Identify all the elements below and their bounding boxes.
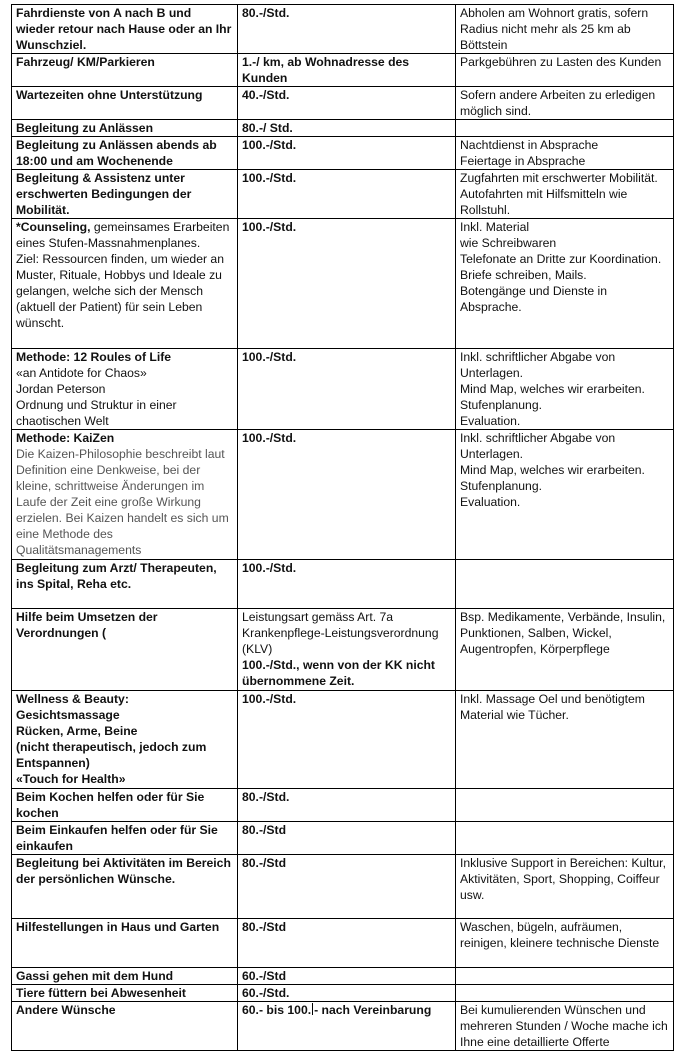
price-cell	[238, 855, 456, 919]
price-cell	[238, 219, 456, 349]
service-lead	[16, 219, 233, 251]
table-row	[12, 1002, 674, 1051]
table-row	[12, 985, 674, 1002]
price-text	[242, 1002, 451, 1018]
table-row	[12, 609, 674, 691]
cell-text: 80.-/Std.	[242, 6, 290, 20]
cell-text: Hilfe beim Umsetzen der Verordnungen (	[16, 610, 161, 640]
cell-text: 100.-/Std.	[242, 138, 297, 152]
table-row	[12, 170, 674, 219]
price-cell	[238, 968, 456, 985]
service-cell	[12, 170, 238, 219]
service-cell	[12, 822, 238, 855]
price-cell	[238, 54, 456, 87]
cell-text: Bsp. Medikamente, Verbände, Insulin, Punktionen, Salben, Wickel, Augentropfen, Körperpflege	[460, 610, 669, 656]
service-cell	[12, 789, 238, 822]
cell-text: 40.-/Std.	[242, 88, 290, 102]
price-cell	[238, 609, 456, 691]
service-cell	[12, 560, 238, 609]
table-row	[12, 54, 674, 87]
cell-text: Methode: 12 Roules of Life	[16, 350, 172, 364]
cell-text: 80.-/Std	[242, 856, 287, 870]
service-cell	[12, 919, 238, 968]
cell-text: Ziel: Ressourcen finden, um wieder an Muster, Rituale, Hobbys und Ideale zu gelangen, welche sich der Mensch (aktuell der Patient) für sein Leben wünscht.	[16, 252, 228, 330]
price-text-start: 60.- bis 100.	[242, 1003, 312, 1017]
service-cell	[12, 5, 238, 54]
price-cell	[238, 430, 456, 560]
table-row	[12, 87, 674, 120]
price-sheet	[11, 4, 673, 1051]
notes-cell	[456, 137, 674, 170]
cell-text: Fahrdienste von A nach B und wieder retour nach Hause oder an Ihr Wunschziel.	[16, 6, 235, 52]
table-row	[12, 691, 674, 789]
cell-text: Die Kaizen-Philosophie beschreibt laut Definition eine Denkweise, bei der kleine, schrittweise Änderungen im Laufe der Zeit eine große Wirkung erzielen. Bei Kaizen handelt es sich um eine Methode des Qualitätsmanagements	[16, 447, 233, 557]
service-lead-bold: *Counseling,	[16, 220, 91, 234]
cell-text: 100.-/Std.	[242, 350, 297, 364]
service-cell	[12, 968, 238, 985]
service-cell	[12, 609, 238, 691]
price-cell	[238, 349, 456, 430]
notes-cell	[456, 1002, 674, 1051]
cell-text: «Touch for Health»	[16, 772, 126, 786]
price-cell	[238, 1002, 456, 1051]
cell-text: Andere Wünsche	[16, 1003, 116, 1017]
notes-cell	[456, 789, 674, 822]
cell-text: Inkl. Massage Oel und benötigtem Material wie Tücher.	[460, 692, 649, 722]
cell-text: «an Antidote for Chaos»	[16, 366, 147, 380]
cell-text: Tiere füttern bei Abwesenheit	[16, 986, 186, 1000]
service-cell	[12, 54, 238, 87]
service-cell	[12, 1002, 238, 1051]
table-row	[12, 968, 674, 985]
cell-text: Rücken, Arme, Beine	[16, 724, 138, 738]
cell-text: 80.-/Std.	[242, 790, 290, 804]
table-row	[12, 855, 674, 919]
cell-text: Beim Einkaufen helfen oder für Sie einkaufen	[16, 823, 222, 853]
notes-cell	[456, 120, 674, 137]
cell-text: Inkl. Material	[460, 220, 530, 234]
table-row	[12, 349, 674, 430]
service-cell	[12, 219, 238, 349]
cell-text: Gesichtsmassage	[16, 708, 120, 722]
notes-cell	[456, 968, 674, 985]
cell-text: Begleitung zu Anlässen abends ab 18:00 und am Wochenende	[16, 138, 221, 168]
price-cell	[238, 822, 456, 855]
service-cell	[12, 87, 238, 120]
cell-text: Inkl. schriftlicher Abgabe von Unterlagen.	[460, 350, 619, 380]
cell-text: Begleitung zu Anlässen	[16, 121, 154, 135]
cell-text: Wartezeiten ohne Unterstützung	[16, 88, 203, 102]
table-row	[12, 120, 674, 137]
price-cell	[238, 919, 456, 968]
cell-text: Mind Map, welches wir erarbeiten.	[460, 463, 645, 477]
cell-text: 100.-/Std.	[242, 220, 297, 234]
table-body	[12, 5, 674, 1051]
price-table	[11, 4, 674, 1051]
cell-text: 100.-/Std.	[242, 561, 297, 575]
cell-text: 1.-/ km, ab Wohnadresse des Kunden	[242, 55, 413, 85]
cell-text: Botengänge und Dienste in Absprache.	[460, 284, 610, 314]
service-cell	[12, 137, 238, 170]
price-cell	[238, 170, 456, 219]
cell-text: Briefe schreiben, Mails.	[460, 268, 587, 282]
cell-text: Zugfahrten mit erschwerter Mobilität. Autofahrten mit Hilfsmitteln wie Rollstuhl.	[460, 171, 661, 217]
cell-text: Begleitung zum Arzt/ Therapeuten, ins Spital, Reha etc.	[16, 561, 221, 591]
cell-text: Waschen, bügeln, aufräumen, reinigen, kleinere technische Dienste	[460, 920, 660, 950]
cell-text: 60.-/Std	[242, 969, 287, 983]
notes-cell	[456, 609, 674, 691]
cell-text: Abholen am Wohnort gratis, sofern Radius nicht mehr als 25 km ab Böttstein	[460, 6, 652, 52]
cell-text: 80.-/ Std.	[242, 121, 293, 135]
table-row	[12, 822, 674, 855]
notes-cell	[456, 430, 674, 560]
cell-text: Hilfestellungen in Haus und Garten	[16, 920, 220, 934]
notes-cell	[456, 87, 674, 120]
price-cell	[238, 789, 456, 822]
cell-text: Methode: KaiZen	[16, 431, 115, 445]
service-lead-rest: gemeinsames Erarbeiten eines Stufen-Massnahmenplanes.	[16, 220, 233, 250]
cell-text: wie Schreibwaren	[460, 236, 557, 250]
cell-text: Beim Kochen helfen oder für Sie kochen	[16, 790, 208, 820]
cell-text: Wellness & Beauty:	[16, 692, 129, 706]
cell-text: Nachtdienst in Absprache	[460, 138, 599, 152]
cell-text: Feiertage in Absprache	[460, 154, 586, 168]
cell-text: Bei kumulierenden Wünschen und mehreren Stunden / Woche mache ich Ihne eine detaillierte Offerte	[460, 1003, 672, 1049]
cell-text: 100.-/Std.	[242, 692, 297, 706]
cell-text: Telefonate an Dritte zur Koordination.	[460, 252, 662, 266]
service-cell	[12, 430, 238, 560]
cell-text: Evaluation.	[460, 414, 521, 428]
cell-text: Begleitung & Assistenz unter erschwerten Bedingungen der Mobilität.	[16, 171, 195, 217]
service-cell	[12, 120, 238, 137]
notes-cell	[456, 985, 674, 1002]
cell-text: 100.-/Std.	[242, 171, 297, 185]
notes-cell	[456, 219, 674, 349]
cell-text: Parkgebühren zu Lasten des Kunden	[460, 55, 662, 69]
cell-text: Begleitung bei Aktivitäten im Bereich der persönlichen Wünsche.	[16, 856, 235, 886]
cell-text: Leistungsart gemäss Art. 7a Krankenpflege-Leistungsverordnung (KLV)	[242, 610, 442, 656]
notes-cell	[456, 691, 674, 789]
cell-text: Fahrzeug/ KM/Parkieren	[16, 55, 155, 69]
price-cell	[238, 560, 456, 609]
table-row	[12, 560, 674, 609]
table-row	[12, 137, 674, 170]
price-cell	[238, 691, 456, 789]
price-cell	[238, 5, 456, 54]
cell-text: 100.-/Std.	[242, 431, 297, 445]
cell-text: Stufenplanung.	[460, 398, 542, 412]
notes-cell	[456, 822, 674, 855]
price-cell	[238, 137, 456, 170]
notes-cell	[456, 170, 674, 219]
price-cell	[238, 120, 456, 137]
service-cell	[12, 691, 238, 789]
cell-text: 80.-/Std	[242, 920, 287, 934]
cell-text: Inkl. schriftlicher Abgabe von Unterlagen.	[460, 431, 619, 461]
service-cell	[12, 349, 238, 430]
table-row	[12, 789, 674, 822]
cell-text: Stufenplanung.	[460, 479, 542, 493]
cell-text: Inklusive Support in Bereichen: Kultur, Aktivitäten, Sport, Shopping, Coiffeur usw.	[460, 856, 669, 902]
cell-text: Evaluation.	[460, 495, 521, 509]
cell-text: Jordan Peterson	[16, 382, 106, 396]
price-text-end: - nach Vereinbarung	[314, 1003, 432, 1017]
notes-cell	[456, 919, 674, 968]
notes-cell	[456, 54, 674, 87]
service-cell	[12, 855, 238, 919]
price-cell	[238, 87, 456, 120]
text-cursor	[312, 1003, 313, 1015]
cell-text: 60.-/Std.	[242, 986, 290, 1000]
cell-text: Sofern andere Arbeiten zu erledigen möglich sind.	[460, 88, 659, 118]
service-cell	[12, 985, 238, 1002]
price-cell	[238, 985, 456, 1002]
cell-text: Mind Map, welches wir erarbeiten.	[460, 382, 645, 396]
notes-cell	[456, 855, 674, 919]
table-row	[12, 5, 674, 54]
table-row	[12, 430, 674, 560]
table-row	[12, 219, 674, 349]
notes-cell	[456, 5, 674, 54]
cell-text: Ordnung und Struktur in einer chaotischen Welt	[16, 398, 180, 428]
cell-text: Gassi gehen mit dem Hund	[16, 969, 174, 983]
notes-cell	[456, 560, 674, 609]
notes-cell	[456, 349, 674, 430]
cell-text: 80.-/Std	[242, 823, 287, 837]
table-row	[12, 919, 674, 968]
cell-text: 100.-/Std., wenn von der KK nicht übernommene Zeit.	[242, 658, 439, 688]
cell-text: (nicht therapeutisch, jedoch zum Entspannen)	[16, 740, 210, 770]
